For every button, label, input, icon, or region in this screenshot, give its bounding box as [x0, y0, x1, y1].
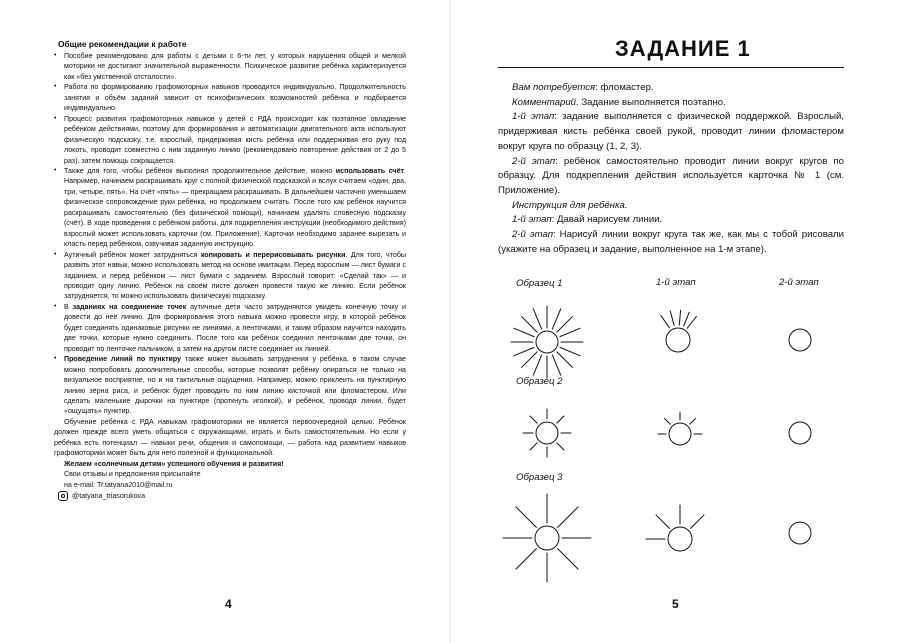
- title-rule: [498, 67, 844, 68]
- stage2-row3-circle: [785, 518, 815, 548]
- ray-line: [533, 355, 541, 375]
- instagram-icon: [58, 491, 68, 501]
- list-item: • Проведение линий по пунктиру также может вызывать затруднения у ребёнка, в таком случае можно попробовать дополнительные способы, которые позволят ребёнку опираться не только на визуальное восприятие, но и на тактильные ощущения. Например, можно приклеить на пунктирную линию зёрна риса, и ребёнок будет проводить по ним линию кисточкой или фломастером. Или сделать маленькие дырочки на пунктире (проткнуть иголкой), и ребёнок, проводя линии, будет «ощущать» пунктир.: [54, 355, 406, 416]
- stage2-paragraph: 2-й этап: ребёнок самостоятельно проводит линии вокруг кругов по образцу. Для подкрепления действия используется карточка № 1 (см. Приложение).: [498, 155, 845, 196]
- task-title: ЗАДАНИЕ 1: [615, 36, 751, 61]
- circle-shape: [536, 422, 558, 444]
- wish-text: Желаем «солнечным детям» успешного обучения и развития!: [64, 459, 284, 468]
- ray-line: [530, 416, 537, 423]
- page-number-left: 4: [225, 597, 232, 611]
- bullet-icon: •: [54, 355, 57, 363]
- sample2-label: Образец 2: [516, 376, 563, 387]
- stage1-row2-figure: [658, 398, 718, 468]
- comment-line: Комментарий. Задание выполняется поэтапно.: [512, 96, 726, 108]
- recommendations-list: [54, 51, 406, 417]
- ray-line: [557, 352, 573, 368]
- circle-shape: [669, 423, 691, 445]
- stage1-row1-figure: [658, 292, 718, 382]
- book-gutter: [449, 0, 451, 643]
- ray-line: [530, 443, 537, 450]
- stage1-row3-figure: [655, 494, 725, 584]
- ray-line: [522, 352, 538, 368]
- bullet-icon: •: [54, 166, 57, 174]
- bullet-icon: •: [54, 52, 57, 59]
- stage2-row2-circle: [785, 418, 815, 448]
- instr2-paragraph: 2-й этап: Нарисуй линии вокруг круга так же, как мы с тобой рисовали (укажите на образец и задание, выполненное на 1-м этапе).: [498, 229, 844, 255]
- ray-line: [684, 312, 690, 326]
- ray-line: [670, 311, 674, 325]
- email-text: на e-mail: Tr.tatyana2010@mail.ru: [64, 480, 173, 489]
- circle-shape: [789, 329, 811, 351]
- ray-line: [557, 443, 564, 450]
- ray-line: [691, 515, 704, 528]
- list-item: • Аутичный ребёнок может затрудняться копировать и перерисовывать рисунки. Для того, чтобы развить этот навык, можно использовать метод на основе имитации. Перед взрослым — лист бумаги с заданием, и перед ребёнком — лист бумаги с заданием. Взрослый говорит: «Сделай так» — и проводит одну линию. Ребёнок на своём листе должен провести такую же линию. Если ребёнок затрудняется, то можно использовать физическую подсказку.: [54, 250, 407, 301]
- ray-line: [661, 315, 670, 327]
- recommendations-text: [54, 51, 406, 501]
- bullet-icon: •: [54, 114, 57, 122]
- bullet-icon: •: [54, 302, 57, 310]
- instagram-handle: @tatyana_triasorukova: [72, 492, 146, 501]
- stage1-paragraph: 1-й этап: задание выполняется с физической поддержкой. Взрослый, придерживая кисть ребёнка своей рукой, проводит линии фломастером вокруг круга по образцу (1, 2, 3).: [498, 111, 844, 152]
- circle-shape: [789, 522, 811, 544]
- sample3-sun: [497, 488, 597, 588]
- list-item: • Также для того, чтобы ребёнок выполнял продолжительное действие, можно использовать счёт. Например, начинаем раскрашивать круг с полной физической подсказкой и вслух считаем «один, два, три, четыре, пять». На счёт «пять» — прекращаем раскрашивать. В дальнейшем частично уменьшаем физическое сопровождение руки ребёнка, но продолжаем считать. После того как ребёнок научится раскрашивать самостоятельно (без физической помощи), начинаем удалять словесную подсказку (счёт). В ходе проведения с ребёнком работы, для подкрепления инструкции (необходимого действия) взрослый может использовать карточки (см. Приложение). Карточки необходимо заранее вырезать и класть перед ребёнком, озвучивая заданную инструкцию.: [54, 166, 406, 249]
- ray-line: [516, 549, 537, 570]
- ray-line: [690, 418, 696, 424]
- list-item: • В заданиях на соединение точек аутичные дети часто затрудняются увидеть конечную точку и довести до неё линию. Для формирования этого навыка можно провести игру, в которой ребёнок будет соединять одинаковые рисунки не линиями, а ленточками, и таким образом научится находить две точки, которые нужно соединить. После того как ребёнок соединил ленточками две точки, он проводит по ленточке пальчиком, а затем на другом листе соединяет их линией.: [54, 302, 407, 353]
- ray-line: [552, 309, 560, 329]
- ray-line: [560, 347, 580, 355]
- circle-shape: [535, 526, 559, 550]
- ray-line: [687, 316, 696, 328]
- stage2-column-label: 2-й этап: [779, 277, 819, 288]
- instagram-row: [54, 491, 406, 501]
- list-item: • Пособие рекомендовано для работы с детьми с 6-ти лет, у которых нарушения общей и мелкой моторики не достигают значительной выраженности. Психическое развитие ребёнка характеризуется как «без умственной отсталости».: [54, 52, 406, 81]
- circle-shape: [536, 331, 558, 353]
- circle-shape: [666, 328, 690, 352]
- stage1-column-label: 1-й этап: [656, 277, 696, 288]
- ray-line: [557, 416, 564, 423]
- circle-shape: [789, 422, 811, 444]
- page-number-right: 5: [672, 597, 679, 611]
- ray-line: [552, 355, 560, 375]
- circle-shape: [668, 527, 692, 551]
- list-item: • Работа по формированию графомоторных навыков проводится индивидуально. Продолжительность занятия и объём заданий зависит от психофизических возможностей ребёнка и подбирается индивидуально.: [54, 83, 406, 113]
- ray-line: [656, 515, 669, 528]
- ray-line: [558, 549, 579, 570]
- ray-line: [560, 328, 580, 336]
- ray-line: [664, 418, 670, 424]
- sample1-label: Образец 1: [516, 278, 563, 289]
- ray-line: [557, 317, 573, 333]
- left-page-title: Общие рекомендации к работе: [58, 39, 187, 49]
- feedback-text: Свои отзывы и предложения присылайте: [64, 470, 201, 479]
- ray-line: [514, 347, 534, 355]
- task-instructions: [498, 81, 844, 257]
- need-line: Вам потребуется: фломастер.: [512, 82, 654, 93]
- ray-line: [522, 317, 538, 333]
- list-item: • Процесс развития графомоторных навыков у детей с РДА происходит как поэтапное овладение ребёнком действиями, поэтому для формирования и автоматизации двигательного акта используют физическую подсказку, т.е. взрослый, придерживая кисть ребёнка или поддерживая его руку под локоть, проводит совместно с ним заданную линию (рекомендовано повторение действия от 2 до 5 раз), затем помощь сокращается.: [54, 114, 406, 165]
- sample2-sun: [512, 398, 582, 468]
- bullet-icon: •: [54, 83, 57, 91]
- stage2-row1-circle: [785, 325, 815, 355]
- sample3-label: Образец 3: [516, 472, 563, 483]
- ray-line: [514, 328, 534, 336]
- instr1-line: 1-й этап: Давай нарисуем линии.: [512, 214, 663, 226]
- sample1-sun: [502, 297, 592, 387]
- closing-paragraph: Обучение ребёнка с РДА навыкам графомоторики не является первоочередной целью. Ребёнок должен прежде всего уметь общаться с окружающими, играть и быть самостоятельным. Но если у ребёнка есть потенциал — навыки речи, общения и самопомощи, — работа над развитием навыков графомоторики может быть для него полезной и функциональной.: [54, 417, 406, 458]
- ray-line: [533, 309, 541, 329]
- bullet-icon: •: [54, 250, 57, 258]
- ray-line: [558, 507, 579, 528]
- instruction-heading: Инструкция для ребёнка.: [512, 199, 628, 211]
- ray-line: [679, 310, 680, 325]
- ray-line: [516, 507, 537, 528]
